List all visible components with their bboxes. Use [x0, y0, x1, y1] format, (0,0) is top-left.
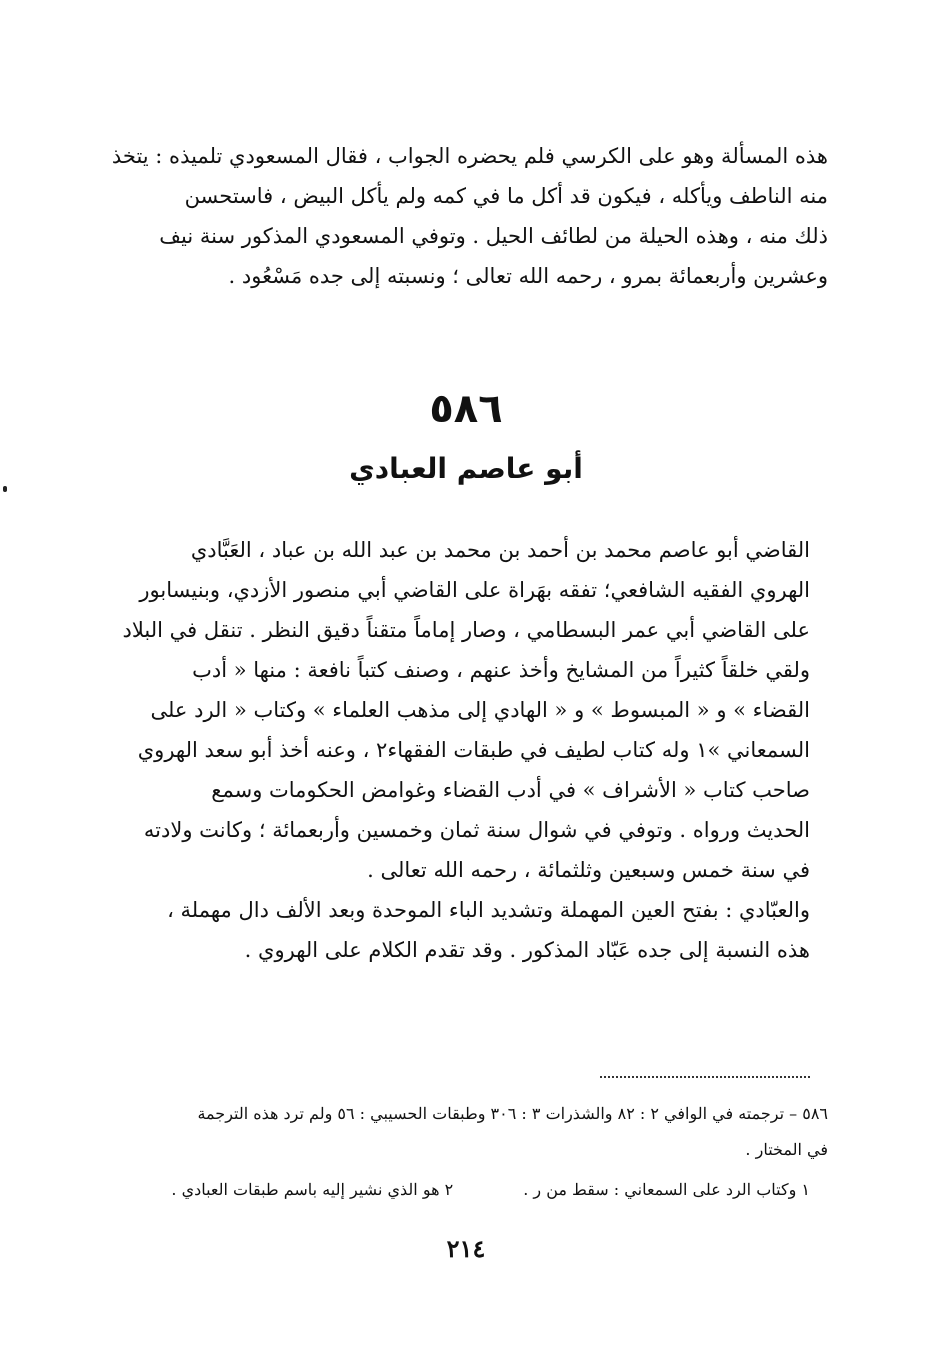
- previous-entry-line: وعشرين وأربعمائة بمرو ، رحمه الله تعالى ؛ ونسبته إلى جده مَسْعُود .: [228, 264, 828, 288]
- entry-body-line: في سنة خمس وسبعين وثلثمائة ، رحمه الله تعالى .: [367, 858, 810, 882]
- entry-body-line: على القاضي أبي عمر البسطامي ، وصار إماماً متقناً دقيق النظر . تنقل في البلاد: [122, 618, 810, 642]
- footnote-numbered-line: [104, 1180, 810, 1199]
- entry-body-line: الحديث ورواه . وتوفي في شوال سنة ثمان وخمسين وأربعمائة ؛ وكانت ولادته: [143, 818, 810, 842]
- page-number: ٢١٤: [446, 1234, 486, 1263]
- entry-number: ٥٨٦: [429, 386, 503, 432]
- entry-body-line: صاحب كتاب « الأشراف » في أدب القضاء وغوامض الحكومات وسمع: [211, 778, 810, 802]
- footnote-1: ١ وكتاب الرد على السمعاني : سقط من ر .: [523, 1180, 810, 1199]
- entry-body-line: هذه النسبة إلى جده عَبّاد المذكور . وقد تقدم الكلام على الهروي .: [244, 938, 810, 962]
- previous-entry-line: هذه المسألة وهو على الكرسي فلم يحضره الجواب ، فقال المسعودي تلميذه : يتخذ: [111, 144, 828, 168]
- entry-title: أبو عاصم العبادي: [349, 452, 583, 485]
- footnote-2: ٢ هو الذي نشير إليه باسم طبقات العبادي .: [171, 1180, 454, 1199]
- previous-entry-line: ذلك منه ، وهذه الحيلة من لطائف الحيل . وتوفي المسعودي المذكور سنة نيف: [159, 224, 828, 248]
- entry-body-line: القاضي أبو عاصم محمد بن أحمد بن محمد بن عبد الله بن عباد ، العَبَّادي: [190, 538, 810, 562]
- footnote-source-line: في المختار .: [745, 1140, 828, 1159]
- footnote-divider: [600, 1076, 810, 1078]
- entry-body-line: والعبّادي : بفتح العين المهملة وتشديد الباء الموحدة وبعد الألف دال مهملة ،: [167, 898, 810, 922]
- footnote-source-line: ٥٨٦ – ترجمته في الوافي ٢ : ٨٢ والشذرات ٣ : ٣٠٦ وطبقات الحسيبي : ٥٦ ولم ترد هذه الترجمة: [197, 1104, 828, 1123]
- entry-body-line: ولقي خلقاً كثيراً من المشايخ وأخذ عنهم ، وصنف كتباً نافعة : منها « أدب: [192, 658, 810, 682]
- entry-body-line: الهروي الفقيه الشافعي؛ تفقه بهَراة على القاضي أبي منصور الأزدي، وبنيسابور: [139, 578, 810, 602]
- entry-body-line: القضاء » و « المبسوط » و « الهادي إلى مذهب العلماء » وكتاب « الرد على: [150, 698, 810, 722]
- entry-body-line: السمعاني »١ وله كتاب لطيف في طبقات الفقهاء٢ ، وعنه أخذ أبو سعد الهروي: [137, 738, 810, 762]
- margin-mark: [3, 486, 7, 492]
- previous-entry-line: منه الناطف ويأكله ، فيكون قد أكل ما في كمه ولم يأكل البيض ، فاستحسن: [184, 184, 828, 208]
